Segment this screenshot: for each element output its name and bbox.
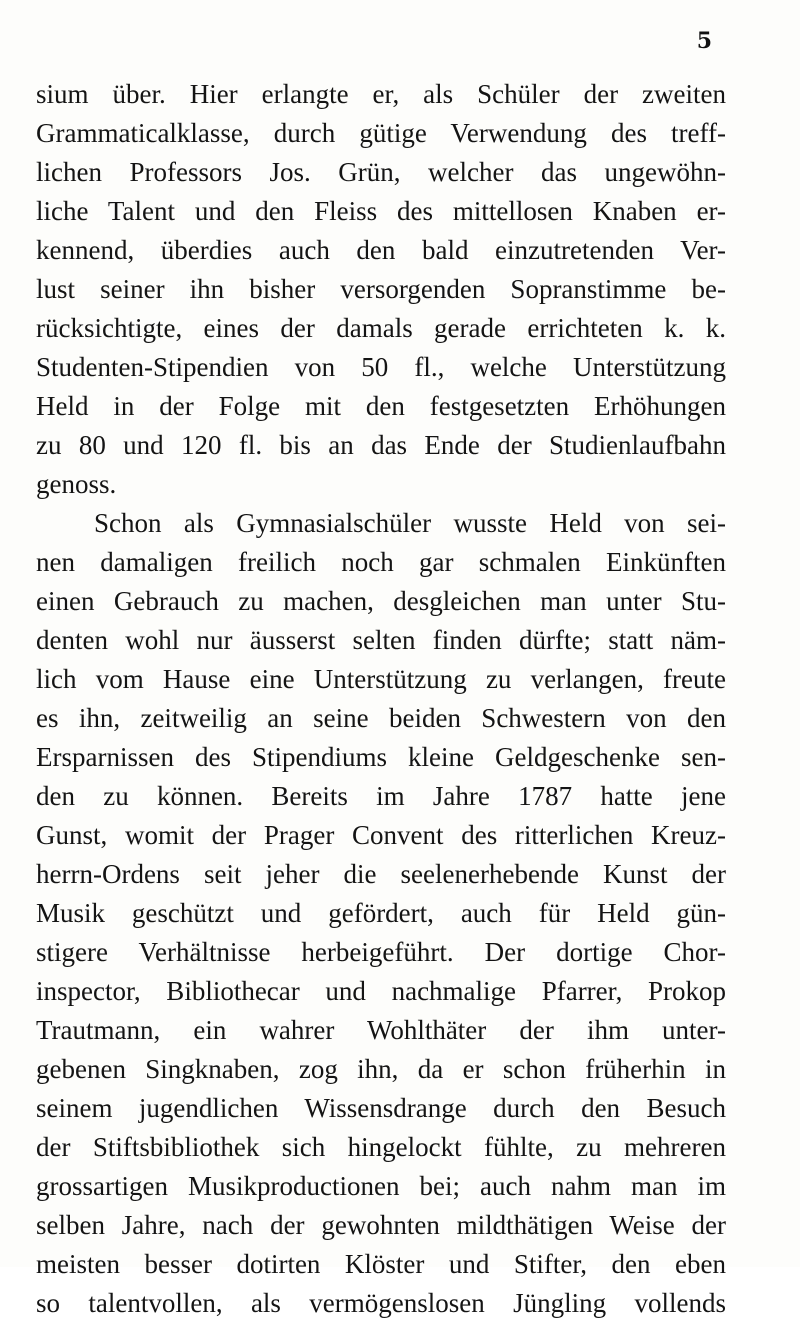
text-line: der Stiftsbibliothek sich hingelockt fühlte, zu mehreren (36, 1132, 726, 1162)
text-line: Musik geschützt und gefördert, auch für Held gün- (36, 898, 726, 928)
text-line: zu 80 und 120 fl. bis an das Ende der Studienlaufbahn (36, 430, 726, 460)
text-line: meisten besser dotirten Klöster und Stifter, den eben (36, 1249, 726, 1279)
text-line: Held in der Folge mit den festgesetzten Erhöhungen (36, 391, 726, 421)
text-line: stigere Verhältnisse herbeigeführt. Der dortige Chor- (36, 937, 726, 967)
text-line: Trautmann, ein wahrer Wohlthäter der ihm unter- (36, 1015, 726, 1045)
text-line: kennend, überdies auch den bald einzutretenden Ver- (36, 235, 726, 265)
body-text (36, 75, 726, 1323)
text-line: so talentvollen, als vermögenslosen Jüngling vollends (36, 1288, 726, 1318)
text-line: einen Gebrauch zu machen, desgleichen man unter Stu- (36, 586, 726, 616)
text-line: lust seiner ihn bisher versorgenden Sopranstimme be- (36, 274, 726, 304)
text-line: nen damaligen freilich noch gar schmalen Einkünften (36, 547, 726, 577)
text-line: Grammaticalklasse, durch gütige Verwendung des treff- (36, 118, 726, 148)
text-line: inspector, Bibliothecar und nachmalige Pfarrer, Prokop (36, 976, 726, 1006)
text-line: liche Talent und den Fleiss des mittellosen Knaben er- (36, 196, 726, 226)
text-line: Ersparnissen des Stipendiums kleine Geldgeschenke sen- (36, 742, 726, 772)
text-line: rücksichtigte, eines der damals gerade errichteten k. k. (36, 313, 726, 343)
text-line: Schon als Gymnasialschüler wusste Held von sei- (94, 508, 726, 538)
text-line: grossartigen Musikproductionen bei; auch nahm man im (36, 1171, 726, 1201)
text-line: lich vom Hause eine Unterstützung zu verlangen, freute (36, 664, 726, 694)
text-line: den zu können. Bereits im Jahre 1787 hatte jene (36, 781, 726, 811)
text-line: genoss. (36, 469, 117, 499)
text-line: lichen Professors Jos. Grün, welcher das ungewöhn- (36, 157, 726, 187)
text-line: selben Jahre, nach der gewohnten mildthätigen Weise der (36, 1210, 726, 1240)
text-line: Gunst, womit der Prager Convent des ritterlichen Kreuz- (36, 820, 726, 850)
text-line: denten wohl nur äusserst selten finden dürfte; statt näm- (36, 625, 726, 655)
text-line: es ihn, zeitweilig an seine beiden Schwestern von den (36, 703, 726, 733)
page-number: 5 (696, 28, 712, 54)
text-line: sium über. Hier erlangte er, als Schüler der zweiten (36, 79, 726, 109)
text-line: seinem jugendlichen Wissensdrange durch den Besuch (36, 1093, 726, 1123)
text-line: herrn-Ordens seit jeher die seelenerhebende Kunst der (36, 859, 726, 889)
text-line: gebenen Singknaben, zog ihn, da er schon früherhin in (36, 1054, 726, 1084)
text-line: Studenten-Stipendien von 50 fl., welche Unterstützung (36, 352, 726, 382)
